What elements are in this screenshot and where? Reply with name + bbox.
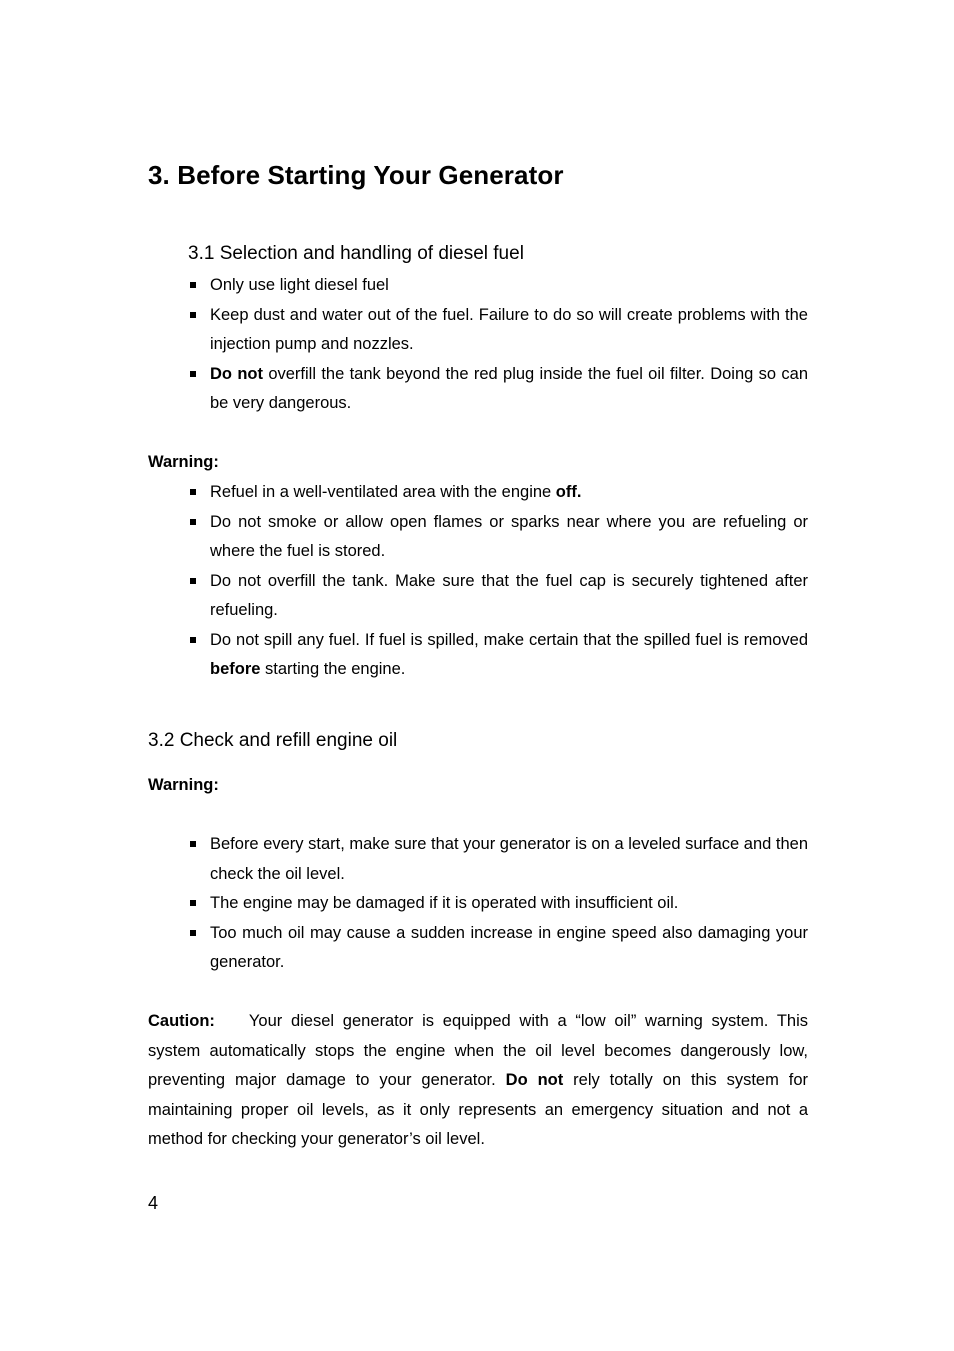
oil-warning-list	[188, 830, 808, 978]
square-bullet-icon	[190, 841, 196, 847]
square-bullet-icon	[190, 578, 196, 584]
fuel-bullet-list	[188, 271, 808, 419]
caution-text-end: rely totally on this system for maintaining proper oil levels, as it only represents an emergency situation and not a method for checking your generator’s oil level.	[148, 1071, 809, 1148]
warning-label: Warning:	[148, 453, 219, 471]
list-item: Before every start, make sure that your generator is on a leveled surface and then check the oil level.	[188, 830, 808, 889]
list-item: Refuel in a well-ventilated area with the engine off.	[188, 478, 808, 508]
square-bullet-icon	[190, 282, 196, 288]
section-3-1-title: 3.1 Selection and handling of diesel fuel	[188, 243, 524, 264]
warning-label: Warning:	[148, 776, 219, 794]
caution-paragraph	[148, 1007, 808, 1155]
refuel-warning-list	[188, 478, 808, 685]
list-item: The engine may be damaged if it is operated with insufficient oil.	[188, 889, 808, 919]
list-item: Do not smoke or allow open flames or sparks near where you are refueling or where the fuel is stored.	[188, 508, 808, 567]
list-item: Do not spill any fuel. If fuel is spilled, make certain that the spilled fuel is removed before starting the engine.	[188, 626, 808, 685]
caution-text: Your diesel generator is equipped with a “low oil” warning system. This system automatically stops the engine when the oil level becomes dangerously low, preventing major damage to your generator.	[148, 1012, 808, 1089]
page-number: 4	[148, 1193, 159, 1213]
square-bullet-icon	[190, 519, 196, 525]
square-bullet-icon	[190, 930, 196, 936]
page-heading: 3. Before Starting Your Generator	[148, 160, 564, 190]
caution-label: Caution:	[148, 1012, 215, 1030]
list-item: Only use light diesel fuel	[188, 271, 808, 301]
caution-emphasis: Do not	[505, 1071, 564, 1089]
section-3-2-title: 3.2 Check and refill engine oil	[148, 730, 398, 751]
square-bullet-icon	[190, 900, 196, 906]
square-bullet-icon	[190, 312, 196, 318]
square-bullet-icon	[190, 637, 196, 643]
list-item: Too much oil may cause a sudden increase in engine speed also damaging your generator.	[188, 919, 808, 978]
list-item: Keep dust and water out of the fuel. Failure to do so will create problems with the injection pump and nozzles.	[188, 301, 808, 360]
list-item: Do not overfill the tank beyond the red plug inside the fuel oil filter. Doing so can be very dangerous.	[188, 360, 808, 419]
square-bullet-icon	[190, 371, 196, 377]
list-item: Do not overfill the tank. Make sure that the fuel cap is securely tightened after refueling.	[188, 567, 808, 626]
square-bullet-icon	[190, 489, 196, 495]
